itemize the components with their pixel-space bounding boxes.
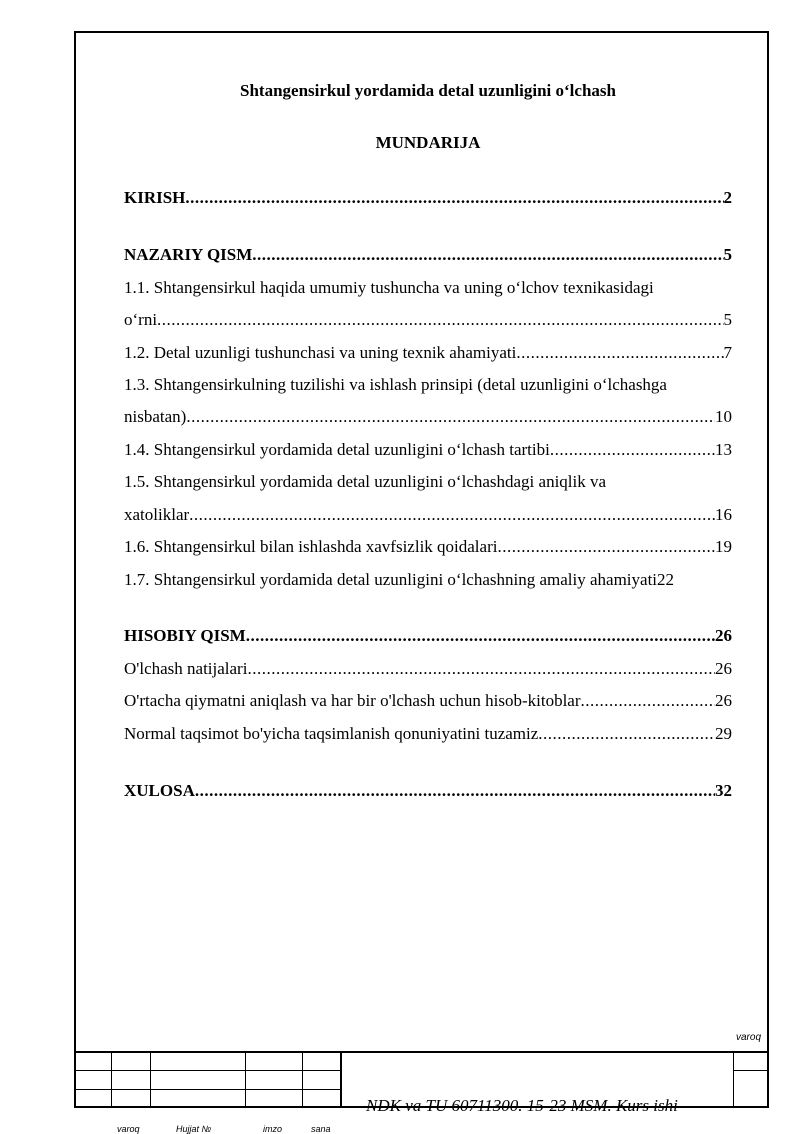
toc-entry-nazariy-qism: NAZARIY QISM ..... 5 — [124, 245, 732, 265]
toc-entry-olchash-natijalari: O'lchash natijalari ..... 26 — [124, 659, 732, 679]
toc-entry-1-3: 1.3. Shtangensirkulning tuzilishi va ishlash prinsipi (detal uzunligini o‘lchashga — [124, 375, 667, 394]
toc-entry-xulosa: XULOSA ..... 32 — [124, 781, 732, 801]
toc-entry-1-1-cont: o‘rni ..... 5 — [124, 310, 732, 330]
toc-entry-hisobiy-qism: HISOBIY QISM ..... 26 — [124, 626, 732, 646]
stamp-label-imzo: imzo — [263, 1124, 283, 1134]
toc-entry-1-2: 1.2. Detal uzunligi tushunchasi va uning texnik ahamiyati ..... 7 — [124, 343, 732, 363]
stamp-label-hujjat: Hujjat № — [176, 1124, 212, 1134]
toc-entry-ortacha-qiymat: O'rtacha qiymatni aniqlash va har bir o'lchash uchun hisob-kitoblar ..... 26 — [124, 691, 732, 711]
toc-entry-1-4: 1.4. Shtangensirkul yordamida detal uzunligini o‘lchash tartibi ..... 13 — [124, 440, 732, 460]
toc-entry-1-5-cont: xatoliklar ..... 16 — [124, 505, 732, 525]
toc-entry-1-7: 1.7. Shtangensirkul yordamida detal uzunligini o‘lchashning amaliy ahamiyati 22 — [124, 570, 675, 589]
toc-heading: MUNDARIJA — [375, 133, 481, 152]
sheet-label: varoq — [736, 1032, 762, 1043]
stamp-label-varoq: varoq — [117, 1124, 140, 1134]
toc-entry-kirish: KIRISH ..... 2 — [124, 188, 732, 208]
toc-entry-1-6: 1.6. Shtangensirkul bilan ishlashda xavfsizlik qoidalari ..... 19 — [124, 537, 732, 557]
toc-entry-1-5: 1.5. Shtangensirkul yordamida detal uzunligini o‘lchashdagi aniqlik va — [124, 472, 607, 491]
document-code: NDK va TU 60711300. 15-23 MSM. Kurs ishi — [366, 1096, 678, 1115]
toc-entry-1-1: 1.1. Shtangensirkul haqida umumiy tushuncha va uning o‘lchov texnikasidagi — [124, 278, 654, 297]
toc-entry-normal-taqsimot: Normal taqsimot bo'yicha taqsimlanish qonuniyatini tuzamiz ..... 29 — [124, 724, 732, 744]
stamp-label-sana: sana — [311, 1124, 331, 1134]
document-title: Shtangensirkul yordamida detal uzunligini o‘lchash — [240, 81, 616, 100]
toc-entry-1-3-cont: nisbatan) ..... 10 — [124, 407, 732, 427]
